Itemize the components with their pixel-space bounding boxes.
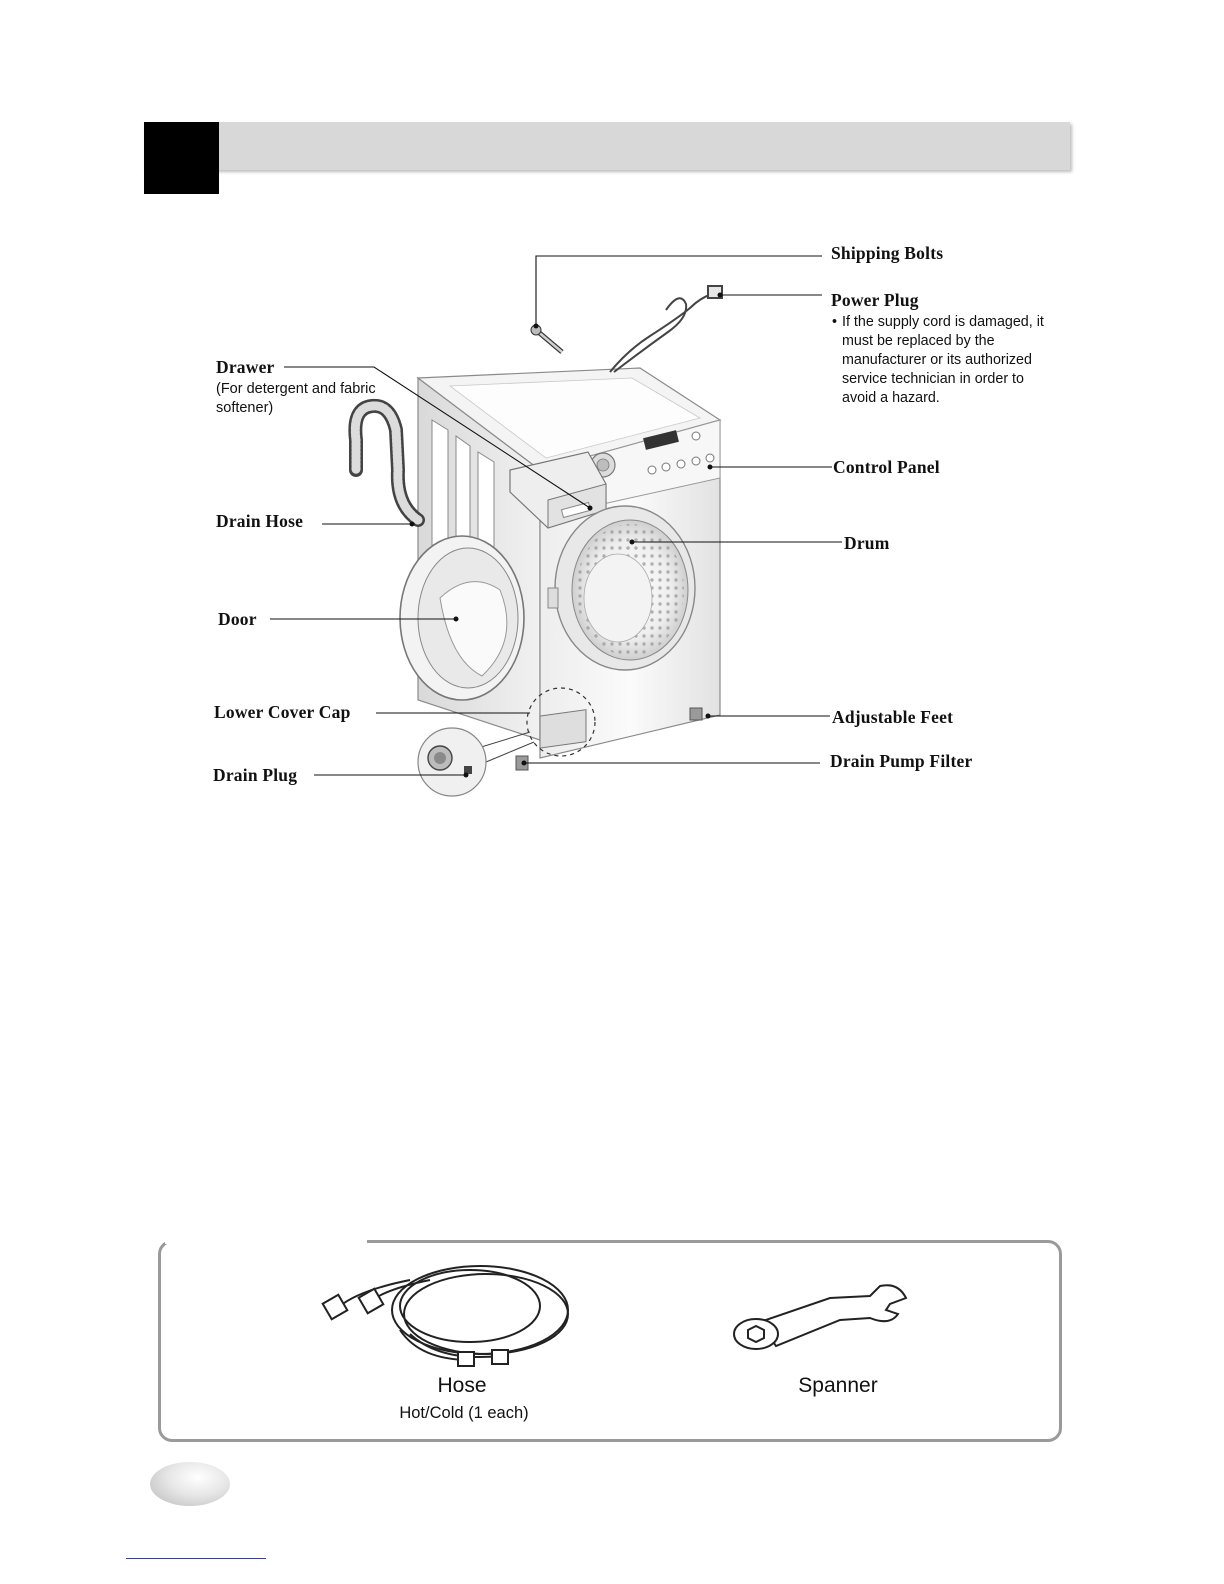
label-power-plug: Power Plug bbox=[831, 290, 919, 310]
drain-hose-drawing bbox=[355, 406, 418, 520]
shipping-bolt-drawing bbox=[531, 325, 562, 352]
label-shipping-bolts: Shipping Bolts bbox=[831, 243, 944, 263]
label-drum: Drum bbox=[844, 533, 890, 553]
footer-link-underline bbox=[126, 1558, 266, 1559]
hose-note: Hot/Cold (1 each) bbox=[399, 1404, 529, 1422]
drum-drawing bbox=[555, 506, 695, 670]
page-number-oval bbox=[150, 1462, 230, 1506]
adjustable-foot-drawing bbox=[690, 708, 702, 720]
label-drawer: Drawer bbox=[216, 357, 275, 377]
label-drain-hose: Drain Hose bbox=[216, 511, 304, 531]
drawer-note: (For detergent and fabric softener) bbox=[216, 381, 376, 416]
label-control-panel: Control Panel bbox=[833, 457, 940, 477]
spanner-label: Spanner bbox=[798, 1374, 878, 1397]
label-lower-cover-cap: Lower Cover Cap bbox=[214, 702, 351, 722]
power-plug-note bbox=[832, 313, 1052, 408]
power-plug-note-text: If the supply cord is damaged, it must be replaced by the manufacturer or its authorized service technician in order to avoid a hazard. bbox=[842, 314, 1044, 406]
power-cord-drawing bbox=[610, 286, 722, 372]
note-bullet: • bbox=[832, 314, 838, 330]
accessories-box bbox=[158, 1240, 1062, 1442]
label-drain-plug: Drain Plug bbox=[213, 765, 298, 785]
label-door: Door bbox=[218, 609, 257, 629]
hose-label: Hose bbox=[437, 1374, 487, 1397]
accessories-box-title-gap bbox=[165, 1236, 367, 1244]
label-adjustable-feet: Adjustable Feet bbox=[832, 707, 954, 727]
label-drain-pump-filter: Drain Pump Filter bbox=[830, 751, 973, 771]
